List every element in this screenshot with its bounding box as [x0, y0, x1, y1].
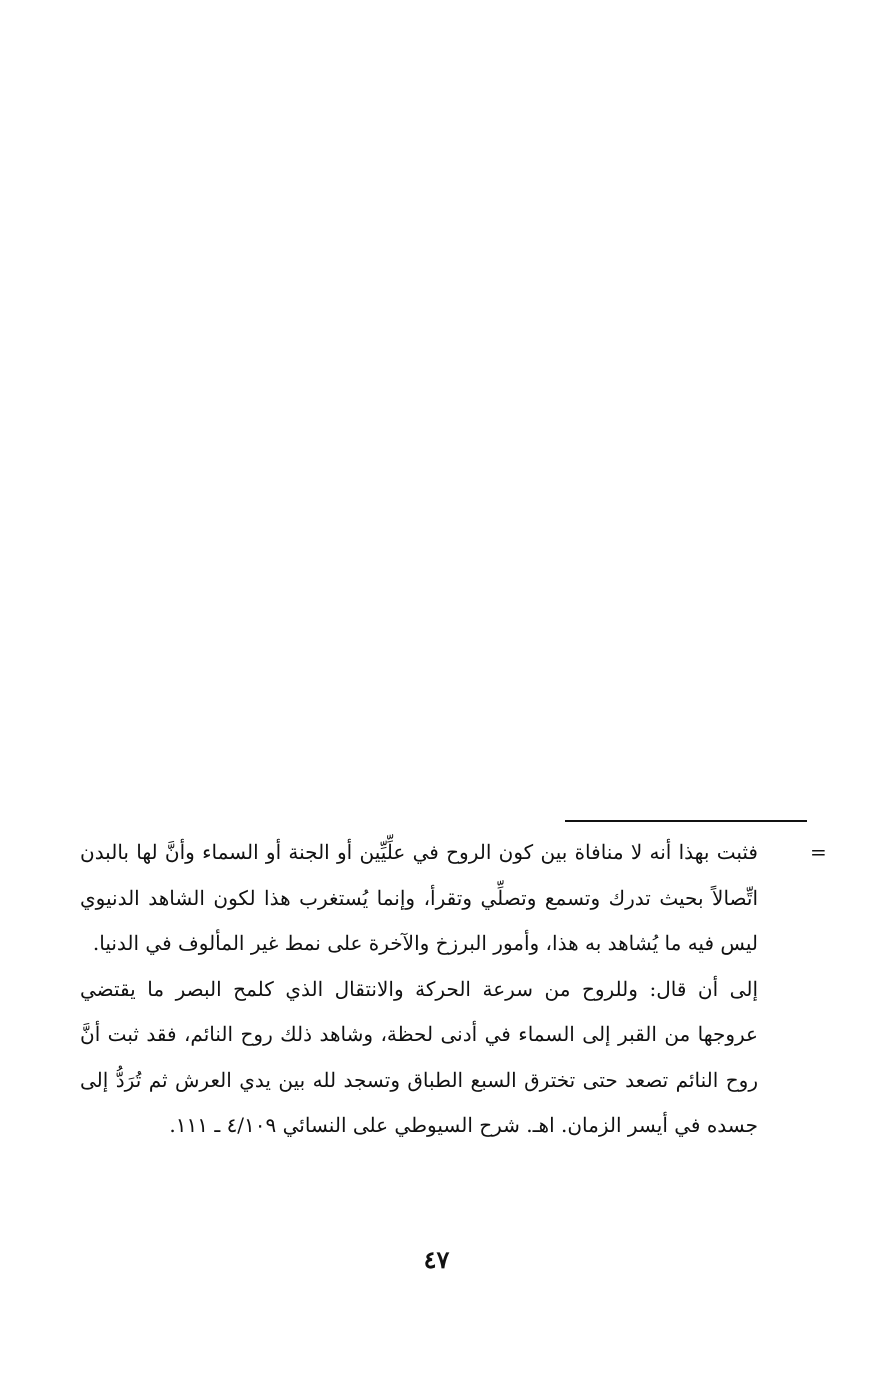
footnote-separator	[565, 820, 807, 822]
footnote-paragraph-1: فثبت بهذا أنه لا منافاة بين كون الروح في علِّيِّين أو الجنة أو السماء وأنَّ لها بالبدن اتِّصالاً بحيث تدرك وتسمع وتصلِّي وتقرأ، وإنما يُستغرب هذا لكون الشاهد الدنيوي ليس فيه ما يُشاهد به هذا، وأمور البرزخ والآخرة على نمط غير المألوف في الدنيا.	[80, 840, 758, 955]
page-number: ٤٧	[423, 1245, 450, 1274]
footnote-continuation-mark: =	[810, 840, 827, 864]
footnote	[80, 830, 758, 1149]
footnote-paragraph-2: إلى أن قال: وللروح من سرعة الحركة والانتقال الذي كلمح البصر ما يقتضي عروجها من القبر إلى السماء في أدنى لحظة، وشاهد ذلك روح النائم، فقد ثبت أنَّ روح النائم تصعد حتى تخترق السبع الطباق وتسجد لله بين يدي العرش ثم تُرَدُّ إلى جسده في أيسر الزمان. اهـ. شرح السيوطي على النسائي ٤/١٠٩ ـ ١١١.	[80, 976, 758, 1137]
